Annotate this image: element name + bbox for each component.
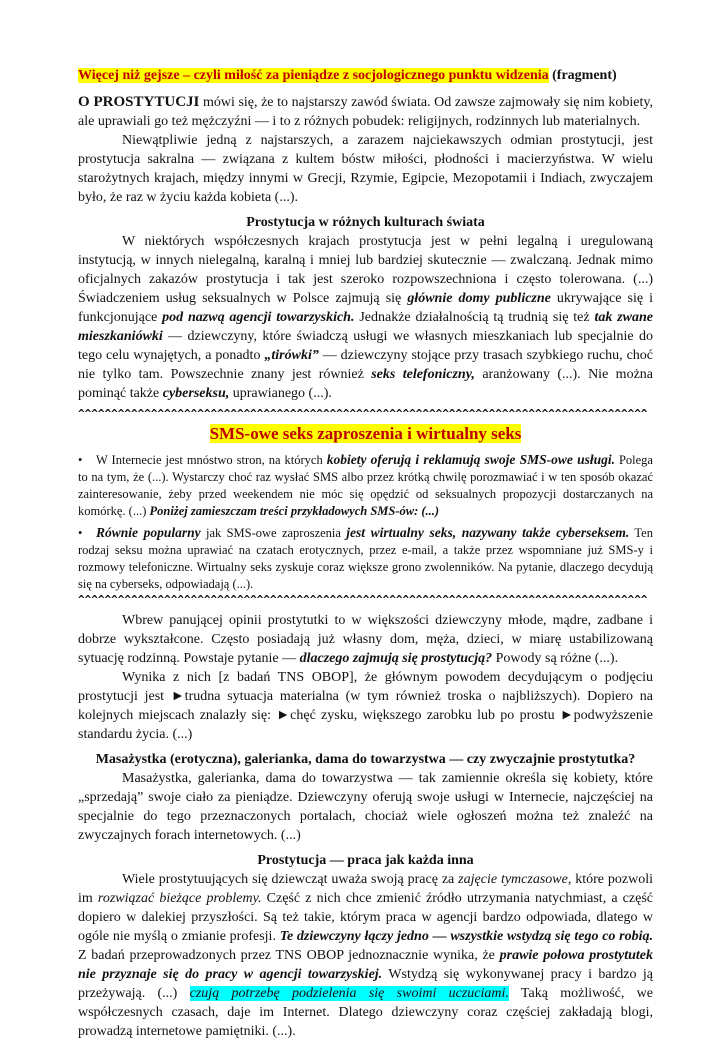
- title-suffix: (fragment): [548, 68, 617, 83]
- b2-emph-1: Równie popularny: [96, 525, 201, 540]
- s4-italic-2: rozwiązać bieżące problemy.: [97, 891, 262, 906]
- b1-text-1: W Internecie jest mnóstwo stron, na których: [96, 453, 327, 467]
- section2-paragraph-2: Wynika z nich [z badań TNS OBOP], że głównym powodem decydującym o podjęciu prostytucji jest ►trudna sytuacja materialna (w tym również troska o najbliższych). Dopiero na kolejnych miejscach znalazły się: ►chęć zysku, większego zarobku lub po prostu ►podwyższenie standardu życia. (...): [78, 670, 653, 742]
- document-title: [78, 66, 653, 85]
- s4-highlight: czują potrzebę podzielenia się swoimi uczuciami.: [189, 986, 509, 1001]
- title-main: Więcej niż gejsze – czyli miłość za pieniądze z socjologicznego punktu widzenia: [78, 68, 549, 83]
- sms-heading-text: SMS-owe seks zaproszenia i wirtualny seks: [209, 424, 522, 443]
- s1-text-4: — dziewczyny, które świadczą usługi we własnych mieszkaniach lub specjalnie do tego celu wynajętych, a ponadto: [78, 329, 653, 363]
- separator-line-1: ^^^^^^^^^^^^^^^^^^^^^^^^^^^^^^^^^^^^^^^^^^^^^^^^^^^^^^^^^^^^^^^^^^^^^^^^^^^^^^^^^^^^^^: [78, 407, 648, 420]
- s1-emph-2: pod nazwą agencji towarzyskich.: [162, 310, 355, 325]
- sms-bullet-1: [78, 451, 653, 520]
- section1-paragraph: [78, 232, 653, 403]
- s4-text-1: Wiele prostytuujących się dziewcząt uważa swoją pracę za: [122, 872, 459, 887]
- b2-emph-2: jest wirtualny seks, nazywany także cyberseksem.: [346, 525, 630, 540]
- sms-bullet-2: [78, 524, 653, 593]
- section2-paragraph-1: [78, 611, 653, 668]
- s1-text-3: Jednakże działalnością tą trudnią się też: [354, 310, 595, 325]
- section4-heading: Prostytucja — praca jak każda inna: [257, 853, 474, 868]
- s4-text-6: Taką możliwość, we współczesnych czasach, daje im Internet. Dlatego dziewczyny coraz częściej zakładają blogi, prowadzą internetowe pamiętniki. (...).: [78, 986, 653, 1039]
- sms-section-heading: [78, 423, 653, 445]
- s1-emph-6: cyberseksu,: [162, 386, 230, 401]
- s1-text-1: W niektórych współczesnych krajach prostytucja jest w pełni legalną i uregulowaną instytucją, w innych nielegalną, karalną i mniej lub bardziej skutecznie — zwalczaną. Jednak mimo oficjalnych zakazów prostytucja i tak jest szeroko rozpowszechniona i często tolerowana. (...) Świadczeniem usług seksualnych w Polsce zajmują się: [78, 234, 653, 306]
- s4-emph-1: Te dziewczyny łączy jedno — wszystkie wstydzą się tego co robią.: [279, 929, 653, 944]
- intro-p1-text: mówi się, że to najstarszy zawód świata. Od zawsze zajmowały się nim kobiety, ale uprawiali go też mężczyźni — i to z różnych pobudek: religijnych, rodzinnych lub materialnych.: [78, 95, 653, 129]
- bullet-icon: •: [78, 453, 83, 467]
- s1-text-6: aranżowany (...). Nie można pominąć także: [78, 367, 653, 401]
- s4-text-3: Część z nich chce zmienić źródło utrzymania natychmiast, a część dopiero w dalekiej przyszłości. Są też takie, którym praca w agencji bardzo odpowiada, dlatego w ogóle nie myślą o zmianie profesji.: [78, 891, 653, 944]
- section4-paragraph: [78, 870, 653, 1041]
- b1-emph-1: kobiety oferują i reklamują swoje SMS-owe usługi.: [326, 452, 615, 467]
- b1-text-2: Polega to na tym, że (...). Wystarczy choć raz wysłać SMS albo przez krótką chwilę porozmawiać i w ten sposób okazać zainteresowanie, żeby przed weekendem nie móc się opędzić od seksualnych propozycji dostarczanych na komórkę. (...): [78, 453, 653, 518]
- bullet-icon: •: [78, 526, 83, 540]
- intro-paragraph-2: Niewątpliwie jedną z najstarszych, a zarazem najciekawszych odmian prostytucji, jest prostytucja sakralna — związana z kultem bóstw miłości, płodności i macierzyństwa. W wielu starożytnych krajach, między innymi w Grecji, Rzymie, Egipcie, Mezopotamii i Indiach, zwyczajem było, że raz w życiu każda kobieta (...).: [78, 133, 653, 205]
- s1-text-7: uprawianego (...).: [229, 386, 332, 401]
- b1-emph-2: Poniżej zamieszczam treści przykładowych SMS-ów: (...): [149, 504, 440, 518]
- s2-text-2: Powody są różne (...).: [492, 651, 619, 666]
- s1-emph-3: tak zwane mieszkaniówki: [78, 310, 653, 344]
- b2-text-2: Ten rodzaj seksu można uprawiać na czatach erotycznych, przez e-mail, a także przez wspomniane już SMS-y i rozmowy telefoniczne. Wirtualny seks zyskuje coraz większe grono zwolenników. Na pytanie, dlaczego decydują się na cyberseks, odpowiadają (...).: [78, 526, 653, 591]
- section3-paragraph: Masażystka, galerianka, dama do towarzystwa — tak zamiennie określa się kobiety, które „sprzedają” swoje ciało za pieniądze. Dziewczyny oferują swoje usługi w Internecie, najczęściej na specjalnie do tego przeznaczonych portalach, chociaż wiele ogłoszeń można też znaleźć na zwyczajnych forach internetowych. (...): [78, 771, 653, 843]
- s4-text-4: Z badań przeprowadzonych przez TNS OBOP jednoznacznie wynika, że: [78, 948, 500, 963]
- s1-text-5: — dziewczyny stojące przy trasach szybkiego ruchu, choć nie tylko tam. Powszechnie znany jest również: [78, 348, 654, 382]
- s4-text-2: które pozwoli im: [78, 872, 654, 906]
- s1-emph-4: „tirówki”: [264, 348, 319, 363]
- section3-heading: Masażystka (erotyczna), galerianka, dama do towarzystwa — czy zwyczajnie prostytutka?: [95, 752, 636, 767]
- separator-line-2: ^^^^^^^^^^^^^^^^^^^^^^^^^^^^^^^^^^^^^^^^^^^^^^^^^^^^^^^^^^^^^^^^^^^^^^^^^^^^^^^^^^^^^^: [78, 593, 648, 606]
- section1-heading: Prostytucja w różnych kulturach świata: [246, 215, 485, 230]
- s4-text-5: Wstydzą się wykonywanej pracy i bardzo ją przeżywają. (...): [78, 967, 653, 1001]
- s2-emph-1: dlaczego zajmują się prostytucją?: [299, 651, 493, 666]
- intro-paragraph-1: [78, 93, 653, 131]
- intro-lead: O PROSTYTUCJI: [78, 94, 200, 110]
- s1-text-2: ukrywające się i funkcjonujące: [78, 291, 653, 325]
- document-page: [78, 66, 653, 1041]
- s1-emph-5: seks telefoniczny,: [371, 367, 475, 382]
- s4-italic-1: zajęcie tymczasowe,: [458, 872, 572, 887]
- s2-text-1: Wbrew panującej opinii prostytutki to w większości dziewczyny młode, mądre, zadbane i dobrze wykształcone. Często posiadają już własny dom, męża, dzieci, w miarę ustabilizowaną sytuację rodzinną. Powstaje pytanie —: [78, 613, 653, 666]
- b2-text-1: jak SMS-owe zaproszenia: [200, 526, 347, 540]
- s1-emph-1: głównie domy publiczne: [407, 291, 551, 306]
- s4-emph-2: prawie połowa prostytutek nie przyznaje się do pracy w agencji towarzyskiej.: [78, 948, 653, 982]
